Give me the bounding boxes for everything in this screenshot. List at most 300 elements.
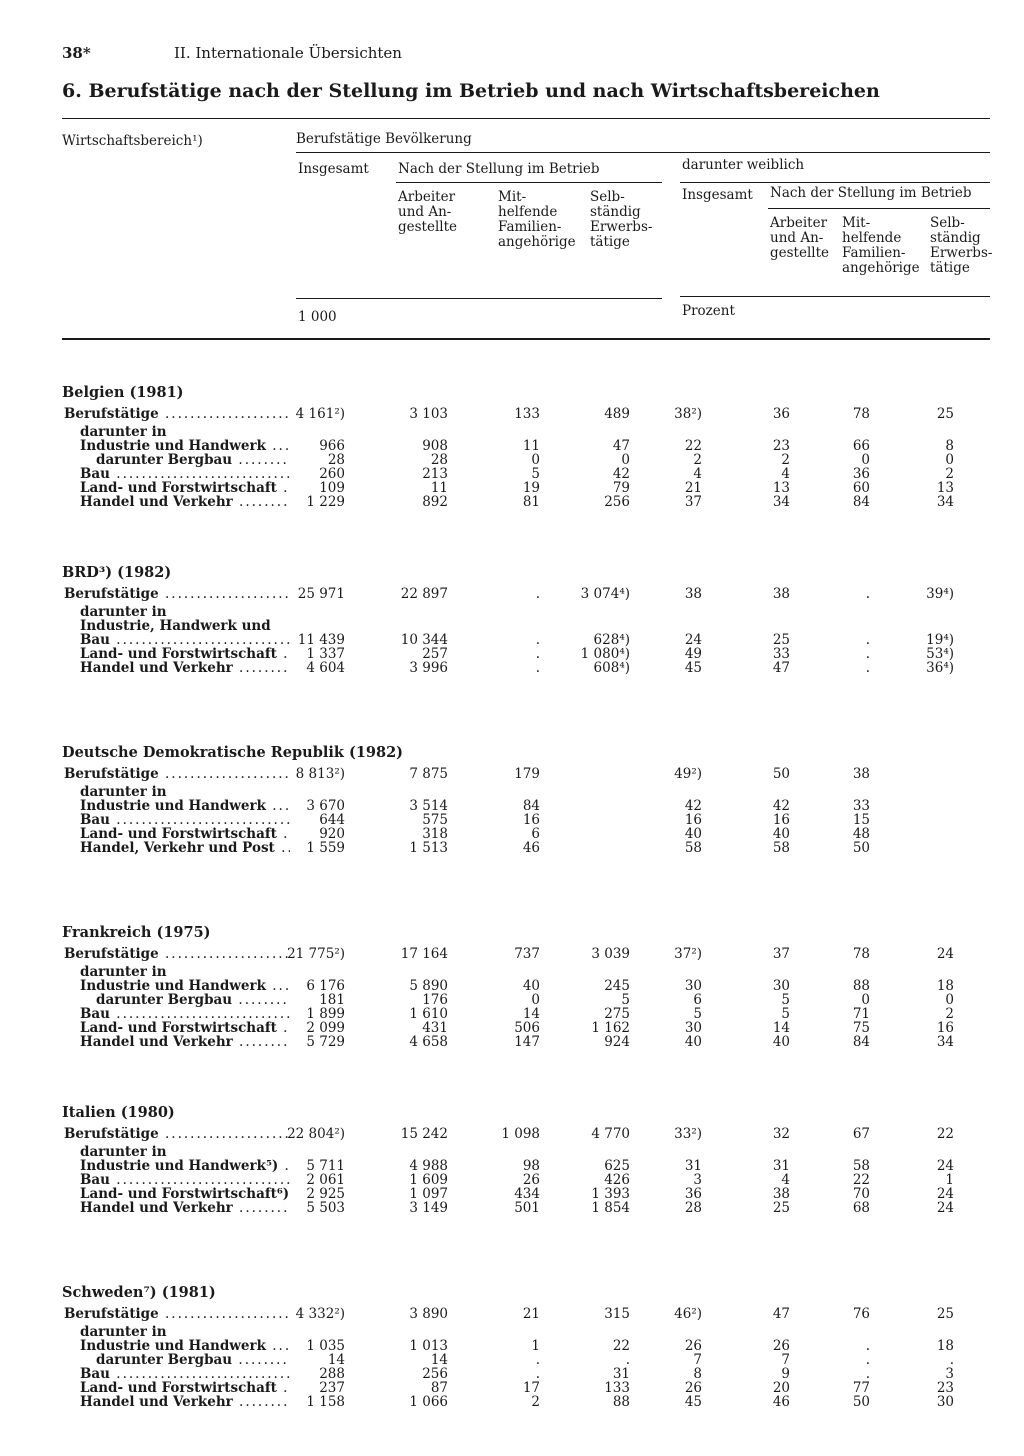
cell-value: . xyxy=(865,660,870,676)
cell-value: 38²) xyxy=(674,406,702,422)
group-rows xyxy=(0,767,1024,855)
table-row xyxy=(0,467,1024,481)
cell-value: 4 604 xyxy=(306,660,345,676)
header-berufstaetige-bevoelkerung: Berufstätige Bevölkerung xyxy=(296,131,472,147)
cell-value: . xyxy=(865,1366,870,1382)
cell-value: . xyxy=(535,1352,540,1368)
cell-value: . xyxy=(535,646,540,662)
cell-value: 8 xyxy=(945,438,954,454)
table-row xyxy=(0,785,1024,799)
cell-value: 318 xyxy=(422,826,448,842)
cell-value: 17 xyxy=(522,1380,540,1396)
cell-value: 920 xyxy=(319,826,345,842)
cell-value: 26 xyxy=(772,1338,790,1354)
cell-value: 2 xyxy=(945,466,954,482)
cell-value: 77 xyxy=(852,1380,870,1396)
cell-value: 31 xyxy=(772,1158,790,1174)
cell-value: 76 xyxy=(852,1306,870,1322)
cell-value: 46 xyxy=(522,840,540,856)
row-label: Industrie, Handwerk und xyxy=(80,619,271,633)
cell-value: 28 xyxy=(430,452,448,468)
table-row xyxy=(0,619,1024,633)
row-label: Berufstätige ..... xyxy=(64,1307,290,1321)
cell-value: 2 xyxy=(531,1394,540,1410)
cell-value: 79 xyxy=(612,480,630,496)
cell-value: 5 xyxy=(531,466,540,482)
cell-value: 28 xyxy=(327,452,345,468)
group-title: BRD³) (1982) xyxy=(62,564,172,581)
cell-value: 67 xyxy=(852,1126,870,1142)
cell-value: . xyxy=(949,1352,954,1368)
cell-value: 908 xyxy=(422,438,448,454)
table-row xyxy=(0,605,1024,619)
row-label: Berufstätige ..... xyxy=(64,1127,290,1141)
cell-value: 176 xyxy=(422,992,448,1008)
cell-value: 50 xyxy=(852,1394,870,1410)
cell-value: 34 xyxy=(936,1034,954,1050)
table-row xyxy=(0,1395,1024,1409)
cell-value: 16 xyxy=(772,812,790,828)
group-title: Schweden⁷) (1981) xyxy=(62,1284,216,1301)
cell-value: 4 xyxy=(693,466,702,482)
table-row xyxy=(0,1007,1024,1021)
cell-value: 0 xyxy=(621,452,630,468)
cell-value: 22 xyxy=(612,1338,630,1354)
header-top-rule xyxy=(62,118,990,119)
row-label: Industrie und Handwerk ..... xyxy=(80,799,290,813)
cell-value: 75 xyxy=(852,1020,870,1036)
table-row xyxy=(0,813,1024,827)
cell-value: 1 162 xyxy=(591,1020,630,1036)
cell-value: 40 xyxy=(772,826,790,842)
cell-value: 42 xyxy=(772,798,790,814)
cell-value: 33 xyxy=(772,646,790,662)
cell-value: 501 xyxy=(514,1200,540,1216)
cell-value: 98 xyxy=(522,1158,540,1174)
cell-value: 87 xyxy=(430,1380,448,1396)
table-row xyxy=(0,799,1024,813)
cell-value: 58 xyxy=(684,840,702,856)
row-label: Handel und Verkehr ..... xyxy=(80,1201,290,1215)
table-row xyxy=(0,407,1024,425)
table-body xyxy=(0,370,1024,1420)
rule-under-w-nach-stellung xyxy=(768,208,990,209)
cell-value: 575 xyxy=(422,812,448,828)
row-label: Bau ..... xyxy=(80,813,290,827)
cell-value: 26 xyxy=(522,1172,540,1188)
group-title: Italien (1980) xyxy=(62,1104,175,1121)
cell-value: 39⁴) xyxy=(926,586,954,602)
cell-value: 24 xyxy=(684,632,702,648)
cell-value: 88 xyxy=(612,1394,630,1410)
cell-value: 431 xyxy=(422,1020,448,1036)
cell-value: 78 xyxy=(852,406,870,422)
table-row xyxy=(0,1145,1024,1159)
cell-value: 37 xyxy=(684,494,702,510)
table-row xyxy=(0,827,1024,841)
cell-value: 71 xyxy=(852,1006,870,1022)
cell-value: 1 xyxy=(531,1338,540,1354)
cell-value: 5 xyxy=(621,992,630,1008)
cell-value: 10 344 xyxy=(400,632,448,648)
row-label: Land- und Forstwirtschaft ..... xyxy=(80,481,290,495)
cell-value: 17 164 xyxy=(400,946,448,962)
row-label: darunter Bergbau ..... xyxy=(96,1353,290,1367)
cell-value: 4 658 xyxy=(409,1034,448,1050)
cell-value: 22 xyxy=(684,438,702,454)
cell-value: 47 xyxy=(772,1306,790,1322)
row-label: Berufstätige ..... xyxy=(64,587,290,601)
cell-value: . xyxy=(865,1352,870,1368)
cell-value: 2 xyxy=(781,452,790,468)
cell-value: 1 080⁴) xyxy=(580,646,630,662)
cell-value: 625 xyxy=(604,1158,630,1174)
cell-value: 18 xyxy=(936,978,954,994)
country-group xyxy=(0,1090,1024,1270)
row-label: Land- und Forstwirtschaft ..... xyxy=(80,647,290,661)
cell-value: 0 xyxy=(861,992,870,1008)
cell-value: 315 xyxy=(604,1306,630,1322)
cell-value: 30 xyxy=(772,978,790,994)
cell-value: 88 xyxy=(852,978,870,994)
cell-value: 1 229 xyxy=(306,494,345,510)
cell-value: 30 xyxy=(936,1394,954,1410)
cell-value: 45 xyxy=(684,660,702,676)
cell-value: 70 xyxy=(852,1186,870,1202)
row-label: Land- und Forstwirtschaft ..... xyxy=(80,827,290,841)
row-label: Berufstätige ..... xyxy=(64,407,290,421)
cell-value: 275 xyxy=(604,1006,630,1022)
table-row xyxy=(0,979,1024,993)
cell-value: 38 xyxy=(772,586,790,602)
cell-value: 6 xyxy=(693,992,702,1008)
country-group xyxy=(0,1270,1024,1450)
cell-value: 34 xyxy=(936,494,954,510)
cell-value: 1 066 xyxy=(409,1394,448,1410)
cell-value: 23 xyxy=(772,438,790,454)
group-rows xyxy=(0,407,1024,509)
row-label: Bau ..... xyxy=(80,633,290,647)
cell-value: 2 925 xyxy=(306,1186,345,1202)
table-row xyxy=(0,1159,1024,1173)
cell-value: 40 xyxy=(772,1034,790,1050)
cell-value: 179 xyxy=(514,766,540,782)
cell-value: 4 xyxy=(781,1172,790,1188)
cell-value: 33 xyxy=(852,798,870,814)
header-darunter-weiblich: darunter weiblich xyxy=(682,157,805,173)
header-mithelfende: Mit- helfende Familien- angehörige xyxy=(498,189,576,250)
country-group xyxy=(0,730,1024,910)
row-label: darunter Bergbau ..... xyxy=(96,993,290,1007)
cell-value: 21 xyxy=(522,1306,540,1322)
cell-value: 181 xyxy=(319,992,345,1008)
cell-value: 256 xyxy=(604,494,630,510)
cell-value: 36 xyxy=(684,1186,702,1202)
cell-value: 22 xyxy=(852,1172,870,1188)
table-row xyxy=(0,1325,1024,1339)
row-label: darunter Bergbau ..... xyxy=(96,453,290,467)
cell-value: 237 xyxy=(319,1380,345,1396)
row-label: darunter in xyxy=(80,785,167,799)
cell-value: 16 xyxy=(936,1020,954,1036)
cell-value: 37 xyxy=(772,946,790,962)
cell-value: 58 xyxy=(852,1158,870,1174)
cell-value: 737 xyxy=(514,946,540,962)
cell-value: 11 xyxy=(522,438,540,454)
table-row xyxy=(0,633,1024,647)
cell-value: 60 xyxy=(852,480,870,496)
cell-value: 9 xyxy=(781,1366,790,1382)
group-rows xyxy=(0,587,1024,675)
header-bottom-rule xyxy=(62,338,990,340)
cell-value: 644 xyxy=(319,812,345,828)
table-row xyxy=(0,1307,1024,1325)
row-label: Land- und Forstwirtschaft ..... xyxy=(80,1381,290,1395)
cell-value: . xyxy=(865,1338,870,1354)
cell-value: 426 xyxy=(604,1172,630,1188)
cell-value: 53⁴) xyxy=(926,646,954,662)
cell-value: 0 xyxy=(945,452,954,468)
group-rows xyxy=(0,947,1024,1049)
cell-value: 66 xyxy=(852,438,870,454)
cell-value: 84 xyxy=(522,798,540,814)
row-label: Handel und Verkehr ..... xyxy=(80,661,290,675)
cell-value: 68 xyxy=(852,1200,870,1216)
cell-value: 49 xyxy=(684,646,702,662)
header-w-insgesamt: Insgesamt xyxy=(682,187,753,203)
cell-value: 1 610 xyxy=(409,1006,448,1022)
cell-value: 81 xyxy=(522,494,540,510)
cell-value: 1 035 xyxy=(306,1338,345,1354)
cell-value: 21 xyxy=(684,480,702,496)
cell-value: 21 775²) xyxy=(287,946,345,962)
row-label: Berufstätige ..... xyxy=(64,947,290,961)
cell-value: 3 074⁴) xyxy=(580,586,630,602)
cell-value: 260 xyxy=(319,466,345,482)
cell-value: 0 xyxy=(531,992,540,1008)
cell-value: 14 xyxy=(522,1006,540,1022)
row-label: Industrie und Handwerk⁵) ..... xyxy=(80,1159,290,1173)
cell-value: 3 149 xyxy=(409,1200,448,1216)
cell-value: 45 xyxy=(684,1394,702,1410)
cell-value: 28 xyxy=(684,1200,702,1216)
cell-value: 288 xyxy=(319,1366,345,1382)
table-row xyxy=(0,661,1024,675)
cell-value: 25 xyxy=(936,406,954,422)
row-label: darunter in xyxy=(80,965,167,979)
cell-value: 1 098 xyxy=(501,1126,540,1142)
group-title: Frankreich (1975) xyxy=(62,924,211,941)
cell-value: 40 xyxy=(522,978,540,994)
unit-1000: 1 000 xyxy=(298,309,337,325)
cell-value: 245 xyxy=(604,978,630,994)
unit-rule-right xyxy=(680,296,990,297)
cell-value: 213 xyxy=(422,466,448,482)
table-row xyxy=(0,439,1024,453)
cell-value: 2 xyxy=(693,452,702,468)
cell-value: 5 xyxy=(781,1006,790,1022)
header-insgesamt: Insgesamt xyxy=(298,161,369,177)
cell-value: 1 609 xyxy=(409,1172,448,1188)
rule-under-nach-stellung xyxy=(396,182,662,183)
row-label: Industrie und Handwerk ..... xyxy=(80,1339,290,1353)
cell-value: 20 xyxy=(772,1380,790,1396)
cell-value: . xyxy=(865,646,870,662)
cell-value: 5 890 xyxy=(409,978,448,994)
cell-value: 46²) xyxy=(674,1306,702,1322)
cell-value: 11 439 xyxy=(297,632,345,648)
cell-value: 3 103 xyxy=(409,406,448,422)
cell-value: 13 xyxy=(936,480,954,496)
unit-prozent: Prozent xyxy=(682,303,735,319)
cell-value: . xyxy=(535,632,540,648)
cell-value: 4 161²) xyxy=(295,406,345,422)
cell-value: 37²) xyxy=(674,946,702,962)
cell-value: 924 xyxy=(604,1034,630,1050)
cell-value: 3 039 xyxy=(591,946,630,962)
section-title: II. Internationale Übersichten xyxy=(174,44,402,62)
cell-value: 33²) xyxy=(674,1126,702,1142)
country-group xyxy=(0,550,1024,730)
cell-value: 22 804²) xyxy=(287,1126,345,1142)
cell-value: 78 xyxy=(852,946,870,962)
unit-rule-left xyxy=(296,298,662,299)
header-nach-stellung: Nach der Stellung im Betrieb xyxy=(398,161,600,177)
cell-value: 7 xyxy=(693,1352,702,1368)
cell-value: 1 854 xyxy=(591,1200,630,1216)
table-row xyxy=(0,965,1024,979)
cell-value: 506 xyxy=(514,1020,540,1036)
cell-value: 30 xyxy=(684,978,702,994)
cell-value: 14 xyxy=(327,1352,345,1368)
row-label: Industrie und Handwerk ..... xyxy=(80,979,290,993)
row-label: Bau ..... xyxy=(80,1367,290,1381)
cell-value: 2 061 xyxy=(306,1172,345,1188)
cell-value: 19⁴) xyxy=(926,632,954,648)
cell-value: 58 xyxy=(772,840,790,856)
cell-value: 6 176 xyxy=(306,978,345,994)
cell-value: 18 xyxy=(936,1338,954,1354)
table-title: 6. Berufstätige nach der Stellung im Betrieb und nach Wirtschaftsbereichen xyxy=(62,80,880,102)
cell-value: 31 xyxy=(612,1366,630,1382)
cell-value: 5 729 xyxy=(306,1034,345,1050)
header-wirtschaftsbereich: Wirtschaftsbereich¹) xyxy=(62,133,203,149)
cell-value: . xyxy=(625,1352,630,1368)
table-row xyxy=(0,1021,1024,1035)
cell-value: 26 xyxy=(684,1338,702,1354)
cell-value: 3 890 xyxy=(409,1306,448,1322)
cell-value: 1 xyxy=(945,1172,954,1188)
cell-value: 1 013 xyxy=(409,1338,448,1354)
table-row xyxy=(0,1339,1024,1353)
cell-value: 19 xyxy=(522,480,540,496)
table-row xyxy=(0,1353,1024,1367)
cell-value: . xyxy=(865,586,870,602)
table-row xyxy=(0,481,1024,495)
header-arbeiter: Arbeiter und An- gestellte xyxy=(398,189,458,235)
cell-value: 47 xyxy=(772,660,790,676)
cell-value: 7 xyxy=(781,1352,790,1368)
cell-value: 23 xyxy=(936,1380,954,1396)
table-row xyxy=(0,947,1024,965)
cell-value: 25 xyxy=(772,1200,790,1216)
cell-value: 7 875 xyxy=(409,766,448,782)
cell-value: 1 097 xyxy=(409,1186,448,1202)
header-w-selbstaendig: Selb- ständig Erwerbs- tätige xyxy=(930,215,993,276)
table-row xyxy=(0,1173,1024,1187)
cell-value: 1 337 xyxy=(306,646,345,662)
cell-value: 5 711 xyxy=(306,1158,345,1174)
group-title: Belgien (1981) xyxy=(62,384,184,401)
cell-value: 22 897 xyxy=(400,586,448,602)
cell-value: 1 899 xyxy=(306,1006,345,1022)
cell-value: 3 xyxy=(945,1366,954,1382)
table-row xyxy=(0,1201,1024,1215)
row-label: darunter in xyxy=(80,605,167,619)
row-label: darunter in xyxy=(80,425,167,439)
cell-value: 25 971 xyxy=(297,586,345,602)
cell-value: 6 xyxy=(531,826,540,842)
cell-value: 36⁴) xyxy=(926,660,954,676)
cell-value: 608⁴) xyxy=(593,660,630,676)
cell-value: 48 xyxy=(852,826,870,842)
cell-value: 5 xyxy=(693,1006,702,1022)
cell-value: 2 099 xyxy=(306,1020,345,1036)
cell-value: 0 xyxy=(861,452,870,468)
cell-value: 84 xyxy=(852,494,870,510)
table-row xyxy=(0,425,1024,439)
cell-value: 25 xyxy=(772,632,790,648)
cell-value: 133 xyxy=(514,406,540,422)
row-label: Bau ..... xyxy=(80,1173,290,1187)
cell-value: 40 xyxy=(684,1034,702,1050)
cell-value: 628⁴) xyxy=(593,632,630,648)
table-row xyxy=(0,1367,1024,1381)
header-w-nach-stellung: Nach der Stellung im Betrieb xyxy=(770,185,972,201)
cell-value: . xyxy=(535,660,540,676)
table-row xyxy=(0,993,1024,1007)
cell-value: 42 xyxy=(684,798,702,814)
table-row xyxy=(0,1381,1024,1395)
cell-value: 257 xyxy=(422,646,448,662)
row-label: darunter in xyxy=(80,1325,167,1339)
row-label: Berufstätige ..... xyxy=(64,767,290,781)
cell-value: 15 xyxy=(852,812,870,828)
header-w-mithelfende: Mit- helfende Familien- angehörige xyxy=(842,215,920,276)
table-row xyxy=(0,1035,1024,1049)
cell-value: 42 xyxy=(612,466,630,482)
cell-value: 36 xyxy=(852,466,870,482)
rule-under-bevoelkerung xyxy=(296,152,990,153)
cell-value: 8 813²) xyxy=(295,766,345,782)
cell-value: 4 332²) xyxy=(295,1306,345,1322)
cell-value: 16 xyxy=(522,812,540,828)
cell-value: 24 xyxy=(936,1200,954,1216)
cell-value: . xyxy=(535,1366,540,1382)
cell-value: 14 xyxy=(772,1020,790,1036)
cell-value: 50 xyxy=(772,766,790,782)
cell-value: 4 988 xyxy=(409,1158,448,1174)
table-row xyxy=(0,495,1024,509)
cell-value: 36 xyxy=(772,406,790,422)
cell-value: 50 xyxy=(852,840,870,856)
row-label: Handel und Verkehr ..... xyxy=(80,495,290,509)
cell-value: 0 xyxy=(945,992,954,1008)
page-number: 38* xyxy=(62,44,91,62)
cell-value: 3 xyxy=(693,1172,702,1188)
cell-value: 32 xyxy=(772,1126,790,1142)
row-label: Bau ..... xyxy=(80,1007,290,1021)
